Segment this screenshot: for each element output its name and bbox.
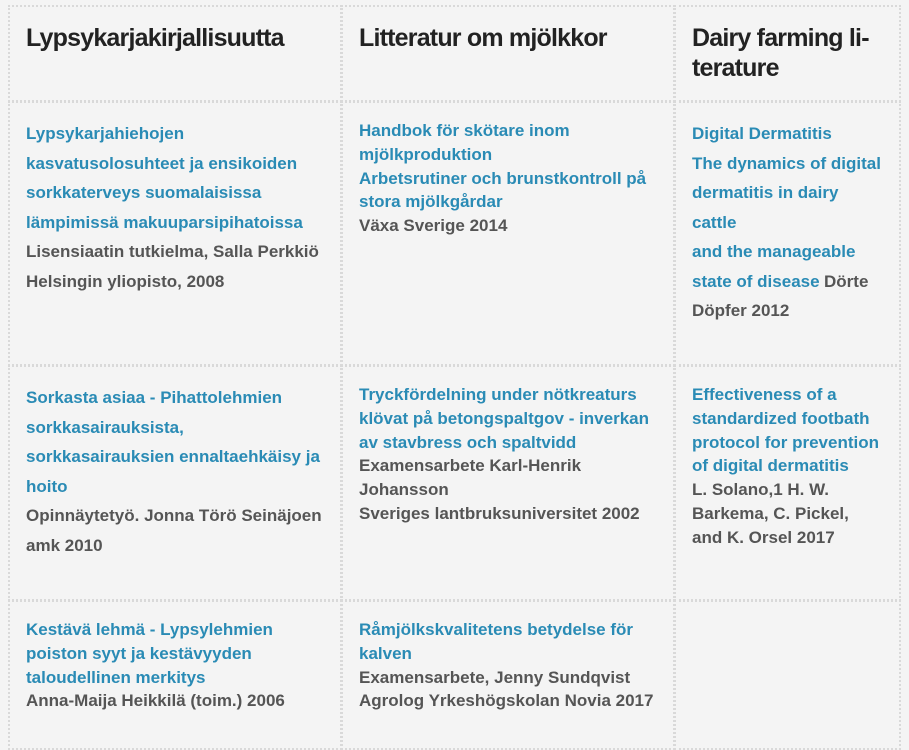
literature-link[interactable]: The dynamics of digital dermatitis in dairy cattle [692, 153, 881, 232]
literature-link[interactable]: Tryckfördelning under nötkreaturs klövat på betongspaltgov - inverkan av stavbress och spaltvidd [359, 385, 650, 452]
literature-meta: Examensarbete, Jenny Sundqvist [359, 667, 631, 687]
table-cell [8, 101, 342, 366]
table-cell [341, 101, 675, 366]
table-cell-empty [674, 600, 901, 750]
literature-meta: Examensarbete Karl-Henrik Johansson [359, 456, 582, 500]
literature-meta: Anna-Maija Heikkilä (toim.) 2006 [26, 691, 285, 711]
table-cell [674, 101, 901, 366]
literature-meta: Sveriges lantbruksuniversitet 2002 [359, 503, 640, 523]
literature-meta: Agrolog Yrkeshögskolan Novia 2017 [359, 691, 654, 711]
literature-meta: L. Solano,1 H. W. Barkema, C. Pickel, and K. Orsel 2017 [692, 480, 849, 547]
table-cell [8, 365, 342, 601]
literature-link[interactable]: Effectiveness of a standardized footbath protocol for prevention of digital dermatitis [692, 385, 879, 476]
table-cell [341, 365, 675, 601]
header-english: Dairy farming li-terature [692, 24, 869, 82]
table-cell [8, 600, 342, 750]
literature-link[interactable]: Digital Dermatitis [692, 124, 832, 143]
literature-link[interactable]: Handbok för skötare inom mjölkproduktion [359, 121, 570, 164]
header-finnish: Lypsykarjakirjallisuutta [26, 24, 284, 52]
literature-link[interactable]: Lypsykarjahiehojen kasvatusolosuhteet ja ensikoiden sorkkaterveys suomalaisissa lämpimissä makuuparsipihatoissa [26, 124, 303, 232]
table-cell [674, 365, 901, 601]
literature-meta: Växa Sverige 2014 [359, 216, 508, 236]
literature-link[interactable]: Arbetsrutiner och brunstkontroll på stora mjölkgårdar [359, 168, 647, 212]
header-swedish: Litteratur om mjölkkor [359, 24, 607, 52]
literature-link[interactable]: and the manageable state of disease [692, 242, 856, 291]
header-cell-swedish [341, 5, 675, 102]
literature-link[interactable]: Sorkasta asiaa - Pihattolehmien sorkkasairauksista, sorkkasairauksien ennaltaehkäisy ja hoito [26, 388, 320, 496]
header-cell-finnish [8, 5, 342, 102]
literature-meta: Lisensiaatin tutkielma, Salla Perkkiö Helsingin yliopisto, 2008 [26, 242, 319, 291]
literature-link[interactable]: Kestävä lehmä - Lypsylehmien poiston syyt ja kestävyyden taloudellinen merkitys [26, 620, 273, 687]
literature-link[interactable]: Råmjölkskvalitetens betydelse för kalven [359, 620, 634, 663]
literature-meta: Opinnäytetyö. Jonna Törö Seinäjoen amk 2010 [26, 506, 322, 555]
header-cell-english [674, 5, 901, 102]
table-cell [341, 600, 675, 750]
literature-meta: Dörte Döpfer 2012 [692, 271, 869, 320]
